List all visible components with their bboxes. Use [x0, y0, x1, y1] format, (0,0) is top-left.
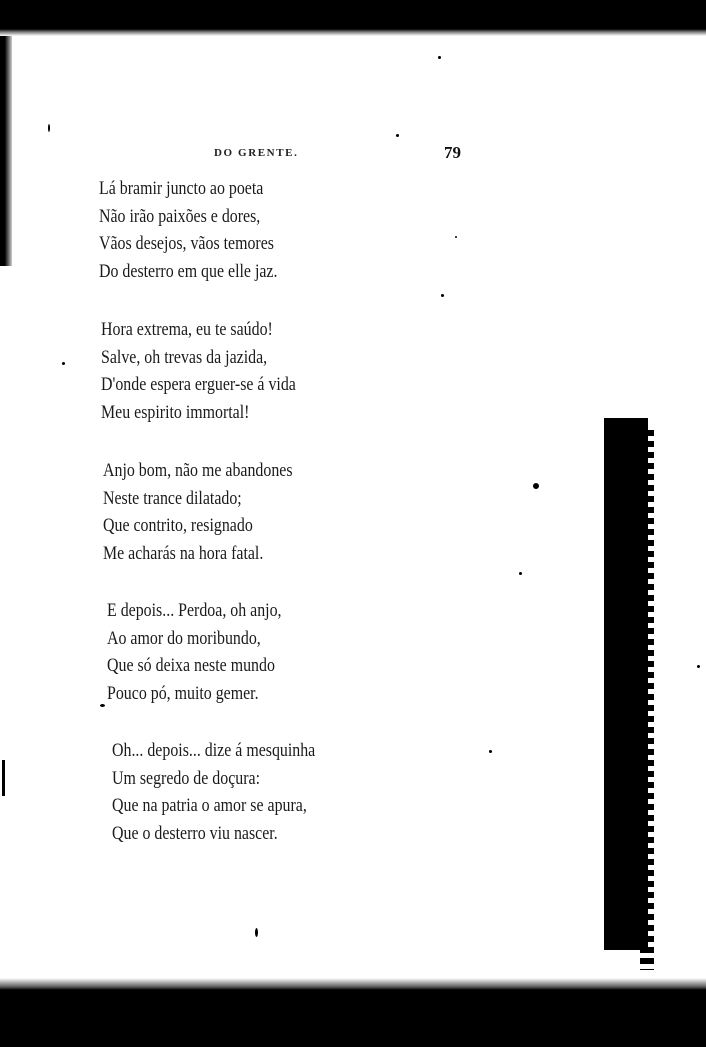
verse-line: Hora extrema, eu te saúdo!	[101, 320, 273, 340]
scan-speck	[455, 236, 457, 238]
verse-line: E depois... Perdoa, oh anjo,	[107, 601, 282, 621]
stanza	[99, 176, 307, 286]
verse-line: Que só deixa neste mundo	[107, 656, 275, 676]
scan-speck	[519, 572, 522, 575]
scan-speck	[62, 362, 65, 365]
verse-line: Que contrito, resignado	[103, 516, 253, 536]
scan-speck	[438, 56, 441, 59]
scan-border-bottom	[0, 990, 706, 1047]
verse-line: Me acharás na hora fatal.	[103, 543, 264, 564]
verse-line: Ao amor do moribundo,	[107, 628, 261, 649]
scan-border-top-edge	[0, 26, 706, 36]
verse-line: Do desterro em que elle jaz.	[99, 261, 278, 282]
verse-line: D'onde espera erguer-se á vida	[101, 375, 296, 395]
stanza	[107, 598, 310, 708]
scan-speck	[533, 483, 539, 489]
scan-speck	[100, 704, 105, 707]
verse-line: Lá bramir juncto ao poeta	[99, 179, 264, 199]
stanza	[112, 738, 348, 848]
verse-line: Que o desterro viu nascer.	[112, 823, 278, 844]
stanza	[103, 458, 323, 568]
scan-speck	[255, 928, 258, 937]
scan-speck	[441, 294, 444, 297]
verse-line: Que na patria o amor se apura,	[112, 796, 307, 816]
running-head	[0, 143, 706, 163]
scan-shadow-right-fray	[640, 430, 654, 970]
verse-line: Meu espirito immortal!	[101, 402, 250, 423]
verse-line: Neste trance dilatado;	[103, 488, 242, 509]
verse-line: Não irão paixões e dores,	[99, 206, 261, 227]
verse-line: Oh... depois... dize á mesquinha	[112, 741, 316, 761]
verse-line: Pouco pó, muito gemer.	[107, 683, 259, 704]
scan-border-top	[0, 0, 706, 26]
stanza	[101, 317, 328, 427]
scan-speck	[48, 124, 50, 132]
verse-line: Anjo bom, não me abandones	[103, 461, 293, 481]
scan-mark-left	[2, 760, 5, 796]
verse-line: Salve, oh trevas da jazida,	[101, 347, 268, 368]
page-number: 79	[444, 143, 461, 162]
scan-speck	[396, 134, 399, 137]
verse-line: Vãos desejos, vãos temores	[99, 234, 274, 254]
scan-speck	[697, 665, 700, 668]
running-title: DO GRENTE.	[214, 147, 299, 159]
verse-line: Um segredo de doçura:	[112, 768, 261, 789]
scan-border-bottom-edge	[0, 978, 706, 990]
scan-speck	[489, 750, 492, 753]
